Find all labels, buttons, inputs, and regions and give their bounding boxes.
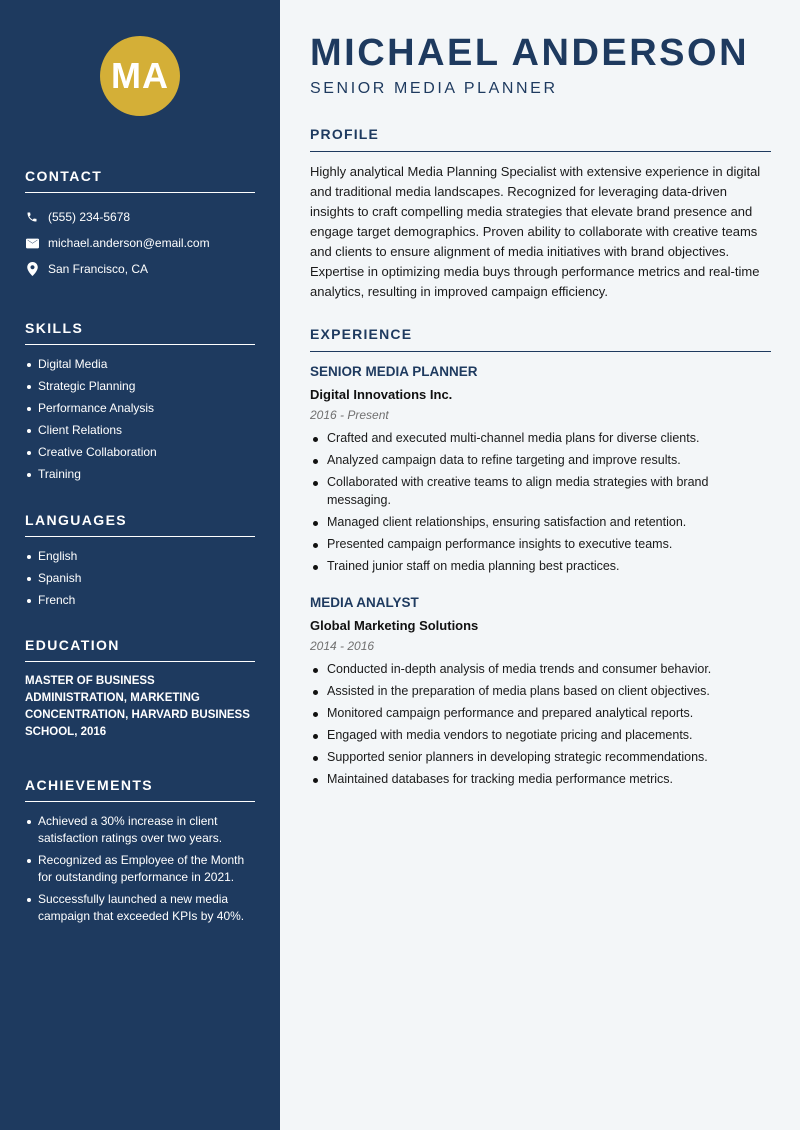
skill-item: Strategic Planning xyxy=(25,378,255,395)
job-bullet: Assisted in the preparation of media plans based on client objectives. xyxy=(310,683,771,701)
job-bullet: Monitored campaign performance and prepared analytical reports. xyxy=(310,705,771,723)
languages-title: LANGUAGES xyxy=(25,512,255,537)
contact-section xyxy=(25,168,255,282)
language-item: English xyxy=(25,548,255,565)
job-bullets xyxy=(310,661,771,789)
email-icon xyxy=(25,236,39,250)
sidebar xyxy=(0,0,280,1130)
job-bullets xyxy=(310,430,771,575)
language-item: French xyxy=(25,592,255,609)
job-bullet: Trained junior staff on media planning best practices. xyxy=(310,558,771,576)
achievement-item: Achieved a 30% increase in client satisfaction ratings over two years. xyxy=(25,813,255,847)
achievements-section xyxy=(25,777,255,925)
job-bullet: Supported senior planners in developing strategic recommendations. xyxy=(310,749,771,767)
achievement-item: Recognized as Employee of the Month for outstanding performance in 2021. xyxy=(25,852,255,886)
languages-section xyxy=(25,512,255,609)
candidate-role: SENIOR MEDIA PLANNER xyxy=(310,80,558,97)
job-title: MEDIA ANALYST xyxy=(310,595,419,610)
language-item: Spanish xyxy=(25,570,255,587)
contact-title: CONTACT xyxy=(25,168,255,193)
skill-item: Client Relations xyxy=(25,422,255,439)
achievements-title: ACHIEVEMENTS xyxy=(25,777,255,802)
skills-title: SKILLS xyxy=(25,320,255,345)
achievements-list xyxy=(25,813,255,925)
job-bullet: Engaged with media vendors to negotiate pricing and placements. xyxy=(310,727,771,745)
skills-section xyxy=(25,320,255,483)
job-dates: 2016 - Present xyxy=(310,408,389,422)
job-bullet: Managed client relationships, ensuring satisfaction and retention. xyxy=(310,514,771,532)
skill-item: Training xyxy=(25,466,255,483)
job-title: SENIOR MEDIA PLANNER xyxy=(310,364,478,379)
languages-list xyxy=(25,548,255,609)
job-bullet: Collaborated with creative teams to align media strategies with brand messaging. xyxy=(310,474,771,509)
job-bullet: Crafted and executed multi-channel media plans for diverse clients. xyxy=(310,430,771,448)
main-content xyxy=(280,0,800,1130)
email-text: michael.anderson@email.com xyxy=(48,236,210,250)
job-bullet: Analyzed campaign data to refine targeting and improve results. xyxy=(310,452,771,470)
skill-item: Creative Collaboration xyxy=(25,444,255,461)
contact-phone xyxy=(25,204,255,230)
profile-text: Highly analytical Media Planning Specialist with extensive experience in digital and traditional media landscapes. Recognized for leveraging data-driven insights to craft compelling media strategies that elevate brand presence and engage target demographics. Proven ability to collaborate with creative teams and clients to ensure alignment of media initiatives with brand objectives. Expertise in optimizing media buys through performance metrics and real-time analytics, resulting in improved campaign efficiency. xyxy=(310,164,761,299)
location-icon xyxy=(25,262,39,276)
phone-text: (555) 234-5678 xyxy=(48,210,131,224)
education-section xyxy=(25,637,255,741)
education-text: MASTER OF BUSINESS ADMINISTRATION, MARKETING CONCENTRATION, HARVARD BUSINESS SCHOOL, 2016 xyxy=(25,675,250,738)
skills-list xyxy=(25,356,255,483)
avatar: MA xyxy=(100,36,180,116)
location-text: San Francisco, CA xyxy=(48,262,149,276)
job-bullet: Maintained databases for tracking media performance metrics. xyxy=(310,771,771,789)
job-dates: 2014 - 2016 xyxy=(310,639,375,653)
job-entry xyxy=(310,595,771,789)
skill-item: Digital Media xyxy=(25,356,255,373)
job-bullet: Conducted in-depth analysis of media trends and consumer behavior. xyxy=(310,661,771,679)
contact-email xyxy=(25,230,255,256)
job-company: Global Marketing Solutions xyxy=(310,618,479,633)
job-company: Digital Innovations Inc. xyxy=(310,387,453,402)
experience-title: EXPERIENCE xyxy=(310,326,771,352)
profile-title: PROFILE xyxy=(310,126,771,152)
achievement-item: Successfully launched a new media campaign that exceeded KPIs by 40%. xyxy=(25,891,255,925)
skill-item: Performance Analysis xyxy=(25,400,255,417)
phone-icon xyxy=(25,210,39,224)
job-bullet: Presented campaign performance insights to executive teams. xyxy=(310,536,771,554)
contact-location xyxy=(25,256,255,282)
job-entry xyxy=(310,364,771,575)
education-title: EDUCATION xyxy=(25,637,255,662)
candidate-name: MICHAEL ANDERSON xyxy=(310,32,750,74)
